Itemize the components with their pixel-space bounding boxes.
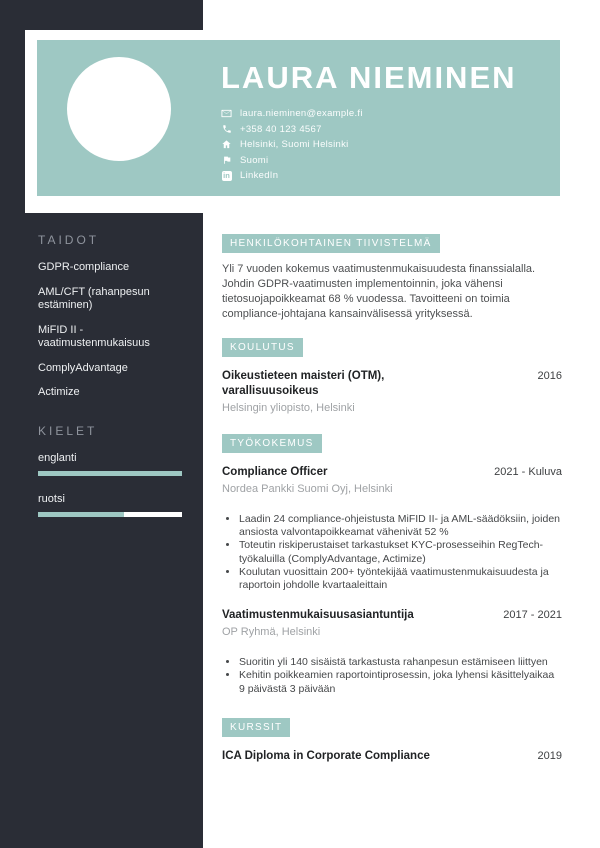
- job-item: [222, 608, 562, 696]
- language-name: ruotsi: [38, 492, 65, 505]
- skill-item: AML/CFT (rahanpesun estäminen): [38, 285, 150, 311]
- education-item: [222, 369, 562, 414]
- skill-item: MiFID II - vaatimustenmukaisuus: [38, 323, 150, 349]
- job-title: Vaatimustenmukaisuusasiantuntija: [222, 609, 414, 622]
- language-level-fill: [38, 512, 124, 517]
- job-bullet-list: [222, 513, 562, 592]
- contact-row-email[interactable]: [221, 108, 363, 119]
- language-level-fill: [38, 471, 182, 476]
- job-bullet: • Laadin 24 compliance-ohjeistusta MiFID II- ja AML-säädöksiin, joiden ansiosta valvontapoikkeamat vähenivät 52 %: [239, 513, 562, 539]
- main-content: [222, 228, 562, 764]
- education-date: 2016: [537, 370, 562, 382]
- person-name: LAURA NIEMINEN: [221, 60, 517, 95]
- summary-section-heading: HENKILÖKOHTAINEN TIIVISTELMÄ: [222, 234, 440, 253]
- linkedin-icon: in: [223, 170, 230, 180]
- education-section-heading: KOULUTUS: [222, 338, 303, 357]
- contact-list: [221, 108, 363, 186]
- header-banner: [37, 40, 560, 196]
- job-bullet: • Suoritin yli 140 sisäistä tarkastusta rahanpesun estämiseen liittyen: [239, 656, 562, 669]
- job-date: 2017 - 2021: [503, 609, 562, 622]
- job-bullet: • Kehitin poikkeamien raportointiprosessin, joka lyhensi käsittelyaikaa 9 päivästä 3 päivään: [239, 669, 562, 695]
- sidebar-content: [38, 233, 184, 534]
- contact-row-location: [221, 139, 363, 150]
- education-title: Oikeustieteen maisteri (OTM), varallisuusoikeus: [222, 370, 385, 397]
- language-item: [38, 493, 184, 517]
- email-icon: [221, 108, 232, 119]
- skill-item: Actimize: [38, 386, 80, 398]
- skills-heading: TAIDOT: [38, 233, 100, 247]
- experience-section-heading: TYÖKOKEMUS: [222, 434, 322, 453]
- skill-item: GDPR-compliance: [38, 261, 130, 273]
- contact-row-linkedin[interactable]: [221, 170, 363, 181]
- contact-email: laura.nieminen@example.fi: [240, 108, 363, 119]
- contact-phone: +358 40 123 4567: [240, 123, 322, 135]
- job-item: [222, 465, 562, 592]
- contact-row-country: [221, 155, 363, 166]
- phone-icon: [221, 124, 232, 135]
- contact-location: Helsinki, Suomi Helsinki: [240, 139, 349, 150]
- language-item: [38, 452, 184, 476]
- course-title: ICA Diploma in Corporate Compliance: [222, 749, 430, 762]
- summary-text: Yli 7 vuoden kokemus vaatimustenmukaisuudesta finanssialalla. Johdin GDPR-vaatimusten implementoinnin, joka vähensi tietosuojapoikkeamat 68 % vuodessa. Tavoitteeni on toimia compliance-johtajana kansainvälisessä yrityksessä.: [222, 263, 536, 320]
- language-level-bar: [38, 471, 182, 476]
- avatar: [67, 57, 171, 161]
- job-bullet-list: [222, 656, 562, 696]
- contact-country: Suomi: [240, 154, 269, 166]
- language-level-bar: [38, 512, 182, 517]
- job-bullet: • Koulutan vuosittain 200+ työntekijää vaatimustenmukaisuudesta ja raportoin johdolle kvartaaleittain: [239, 566, 562, 592]
- job-company: Nordea Pankki Suomi Oyj, Helsinki: [222, 483, 393, 495]
- contact-row-phone: [221, 124, 363, 135]
- education-institution: Helsingin yliopisto, Helsinki: [222, 402, 355, 414]
- languages-heading: KIELET: [38, 423, 98, 438]
- courses-section-heading: KURSSIT: [222, 718, 290, 737]
- skill-item: ComplyAdvantage: [38, 361, 128, 374]
- language-name: englanti: [38, 451, 77, 464]
- job-title: Compliance Officer: [222, 466, 328, 478]
- course-date: 2019: [537, 749, 562, 762]
- job-company: OP Ryhmä, Helsinki: [222, 626, 321, 639]
- flag-icon: [221, 155, 232, 166]
- contact-linkedin: LinkedIn: [240, 170, 279, 181]
- job-bullet: • Toteutin riskiperustaiset tarkastukset KYC-prosesseihin RegTech-työkaluilla (ComplyAdvantage, Actimize): [239, 539, 562, 565]
- home-icon: [221, 139, 232, 150]
- course-item: [222, 749, 562, 764]
- job-date: 2021 - Kuluva: [494, 466, 562, 478]
